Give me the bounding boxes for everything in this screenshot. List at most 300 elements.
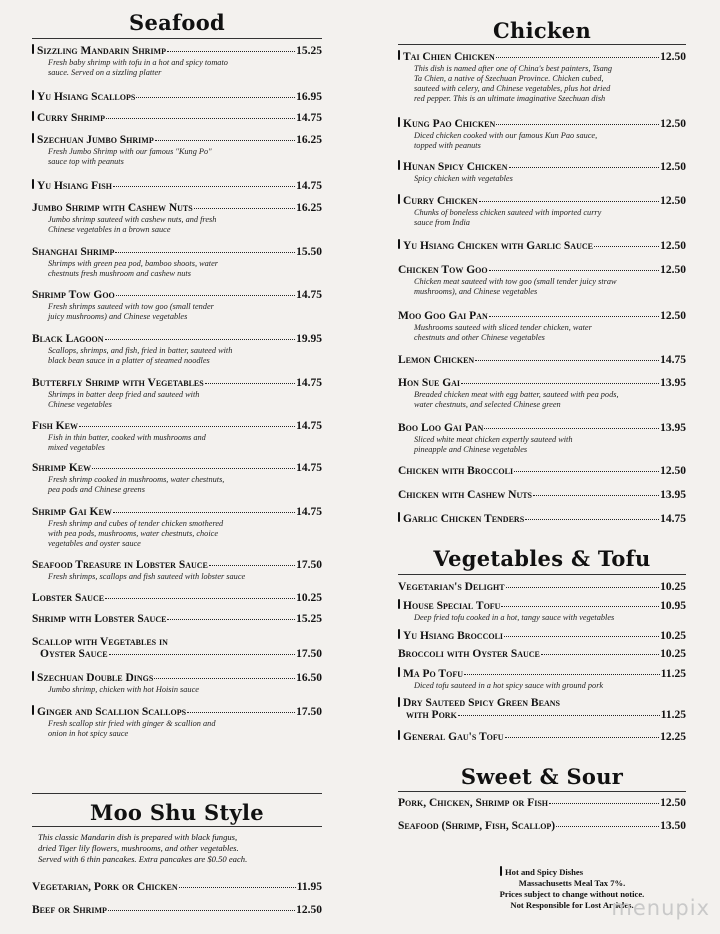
item-name: Ginger and Scallion Scallops — [37, 706, 187, 718]
item-name: Beef or Shrimp — [32, 904, 107, 916]
item-line — [398, 239, 686, 252]
description-line: vegetables and oyster sauce — [48, 539, 141, 548]
menu-item — [398, 629, 686, 642]
description-line: Ta Chien, a native of Szechuan Province. Chicken cubed, — [414, 74, 604, 83]
item-name: Jumbo Shrimp with Cashew Nuts — [32, 202, 193, 214]
item-name: Shanghai Shrimp — [32, 246, 115, 258]
menu-item — [398, 310, 686, 343]
menu-item — [398, 697, 686, 721]
item-description — [414, 208, 686, 228]
dot-leader — [105, 339, 296, 340]
menu-item — [398, 160, 686, 184]
dot-leader — [489, 270, 660, 271]
item-price: 12.50 — [660, 161, 686, 173]
moo-shu-intro-line: Served with 6 thin pancakes. Extra pancakes are $0.50 each. — [38, 854, 248, 864]
item-price: 11.95 — [296, 881, 322, 893]
menu-item — [398, 730, 686, 743]
item-name: Black Lagoon — [32, 333, 104, 345]
dot-leader — [475, 360, 659, 361]
dot-leader — [113, 512, 295, 513]
menu-item — [32, 111, 322, 124]
item-line — [32, 44, 322, 57]
price-change-note: Prices subject to change without notice. — [499, 889, 645, 899]
item-line — [32, 881, 322, 893]
item-name: Vegetarian's Delight — [398, 581, 505, 593]
menu-item — [32, 179, 322, 192]
item-line — [32, 333, 322, 345]
dot-leader — [541, 654, 659, 655]
description-line: pineapple and Chinese vegetables — [414, 445, 528, 454]
seafood-title: Seafood — [129, 10, 225, 35]
item-price: 10.25 — [296, 592, 322, 604]
dot-leader — [136, 97, 295, 98]
item-line — [32, 133, 322, 146]
menu-item — [32, 613, 322, 625]
item-name: General Gau's Tofu — [403, 731, 504, 743]
item-line — [398, 797, 686, 809]
menu-item — [32, 377, 322, 410]
item-name: Shrimp Kew — [32, 462, 92, 474]
menu-item — [32, 506, 322, 549]
item-price: 15.50 — [296, 246, 322, 258]
item-name: Moo Goo Gai Pan — [398, 310, 488, 322]
item-name: Yu Hsiang Scallops — [37, 91, 136, 103]
moo-shu-intro-line: dried Tiger lily flowers, mushrooms, and other vegetables. — [38, 843, 239, 853]
item-name: Seafood Treasure in Lobster Sauce — [32, 559, 208, 571]
menu-item — [32, 420, 322, 453]
item-name: Chicken with Cashew Nuts — [398, 489, 533, 501]
item-price: 14.75 — [296, 112, 322, 124]
item-price: 11.25 — [660, 709, 686, 721]
description-line: Shrimps in batter deep fried and sauteed with — [48, 390, 200, 399]
description-line: Jumbo shrimp sauteed with cashew nuts, and fresh — [48, 215, 217, 224]
menu-item — [398, 194, 686, 228]
item-name-text: Scallop with Vegetables in — [32, 636, 168, 648]
dot-leader — [594, 246, 659, 247]
description-line: Mushrooms sauteed with sliced tender chicken, water — [414, 323, 592, 332]
dot-leader — [113, 186, 295, 187]
item-line — [32, 179, 322, 192]
menu-item — [398, 422, 686, 455]
item-name: with Pork — [406, 709, 457, 721]
item-price: 14.75 — [296, 462, 322, 474]
hot-pepper-icon — [398, 160, 400, 170]
dot-leader — [154, 678, 295, 679]
hot-pepper-icon — [398, 194, 400, 204]
hot-pepper-icon — [398, 667, 400, 677]
menu-item — [398, 648, 686, 660]
moo-shu-rule — [32, 826, 322, 827]
dot-leader — [205, 383, 295, 384]
item-line — [398, 648, 686, 660]
item-price: 17.50 — [296, 706, 322, 718]
dot-leader — [92, 468, 295, 469]
item-line — [32, 648, 322, 660]
item-price: 12.50 — [660, 195, 686, 207]
veg-rule — [398, 574, 686, 575]
item-price: 12.50 — [660, 797, 686, 809]
item-name: Tai Chien Chicken — [403, 51, 495, 63]
menu-item — [398, 264, 686, 297]
item-price: 14.75 — [296, 180, 322, 192]
item-name: Szechuan Double Dings — [37, 672, 154, 684]
item-price: 12.50 — [660, 465, 686, 477]
item-line — [398, 667, 686, 680]
dot-leader — [167, 51, 295, 52]
item-description — [414, 681, 686, 691]
dot-leader — [105, 598, 295, 599]
description-line: This dish is named after one of China's best painters, Tsang — [414, 64, 613, 73]
dot-leader — [496, 124, 659, 125]
description-line: mixed vegetables — [48, 443, 105, 452]
description-line: Fresh shrimps, scallops and fish sauteed with lobster sauce — [48, 572, 246, 581]
item-price: 16.25 — [296, 202, 322, 214]
item-line — [32, 705, 322, 718]
item-line — [32, 289, 322, 301]
item-description — [48, 302, 322, 322]
menu-item — [398, 117, 686, 151]
item-description — [414, 390, 686, 410]
menu-item — [32, 202, 322, 235]
sweet-sour-rule — [398, 791, 686, 792]
menu-item — [32, 904, 322, 916]
description-line: Breaded chicken meat with egg batter, sauteed with pea pods, — [414, 390, 619, 399]
item-name: House Special Tofu — [403, 600, 501, 612]
description-line: sauce top with peanuts — [48, 157, 124, 166]
item-description — [414, 174, 686, 184]
item-name: Chicken with Broccoli — [398, 465, 514, 477]
hot-legend — [500, 866, 686, 878]
dot-leader — [501, 606, 659, 607]
item-line — [398, 512, 686, 525]
item-name: Hon Sue Gai — [398, 377, 461, 389]
item-name: Shrimp Gai Kew — [32, 506, 112, 518]
item-line — [398, 709, 686, 721]
menu-item — [398, 512, 686, 525]
item-name: Butterfly Shrimp with Vegetables — [32, 377, 204, 389]
item-price: 10.25 — [660, 648, 686, 660]
description-line: Fresh shrimps sauteed with tow goo (small tender — [48, 302, 214, 311]
item-line — [32, 559, 322, 571]
description-line: Fresh scallop stir fried with ginger & scallion and — [48, 719, 216, 728]
hot-pepper-icon — [32, 90, 34, 100]
description-line: Sliced white meat chicken expertly sauteed with — [414, 435, 573, 444]
hot-pepper-icon — [398, 512, 400, 522]
hot-pepper-icon — [398, 730, 400, 740]
dot-leader — [106, 118, 295, 119]
dot-leader — [179, 887, 296, 888]
hot-pepper-icon — [32, 671, 34, 681]
hot-pepper-icon — [398, 599, 400, 609]
item-line — [398, 581, 686, 593]
menu-item — [398, 50, 686, 104]
item-name: Broccoli with Oyster Sauce — [398, 648, 540, 660]
hot-pepper-icon — [32, 111, 34, 121]
description-line: Shrimps with green pea pod, bamboo shoots, water — [48, 259, 219, 268]
item-name: Vegetarian, Pork or Chicken — [32, 881, 178, 893]
dot-leader — [509, 167, 660, 168]
item-line — [398, 160, 686, 173]
menu-item — [32, 881, 322, 893]
description-line: Fresh shrimp cooked in mushrooms, water chestnuts, — [48, 475, 225, 484]
item-description — [48, 433, 322, 453]
item-price: 14.75 — [296, 420, 322, 432]
item-price: 10.25 — [660, 581, 686, 593]
left-column — [32, 0, 322, 934]
menu-item — [32, 592, 322, 604]
item-price: 12.50 — [660, 310, 686, 322]
hot-pepper-icon — [32, 133, 34, 143]
chicken-title: Chicken — [492, 18, 592, 43]
item-price: 10.95 — [660, 600, 686, 612]
hot-pepper-icon — [500, 866, 502, 876]
item-price: 13.95 — [660, 377, 686, 389]
hot-pepper-icon — [398, 239, 400, 249]
item-description — [48, 719, 322, 739]
menu-item — [32, 246, 322, 279]
description-line: topped with peanuts — [414, 141, 481, 150]
item-line — [32, 904, 322, 916]
item-line — [398, 489, 686, 501]
hot-legend-text: Hot and Spicy Dishes — [505, 867, 584, 877]
veg-title: Vegetables & Tofu — [433, 546, 651, 571]
item-price: 12.25 — [660, 731, 686, 743]
meal-tax-note: Massachusetts Meal Tax 7%. — [518, 878, 626, 888]
item-price: 13.95 — [660, 422, 686, 434]
hot-pepper-icon — [398, 629, 400, 639]
dot-leader — [167, 619, 295, 620]
menu-item — [398, 797, 686, 809]
description-line: sauce. Served on a sizzling platter — [48, 68, 162, 77]
dot-leader — [115, 252, 295, 253]
item-name: Hunan Spicy Chicken — [403, 161, 508, 173]
dot-leader — [479, 201, 659, 202]
item-name: Ma Po Tofu — [403, 668, 463, 680]
item-description — [48, 390, 322, 410]
description-line: juicy mushrooms) and Chinese vegetables — [48, 312, 188, 321]
description-line: red pepper. This is an ultimate imaginative Szechuan dish — [414, 94, 606, 103]
item-line — [398, 117, 686, 130]
item-price: 16.95 — [296, 91, 322, 103]
item-price: 12.50 — [660, 264, 686, 276]
item-description — [48, 519, 322, 549]
hot-pepper-icon — [398, 50, 400, 60]
sweet-sour-title: Sweet & Sour — [460, 764, 624, 789]
description-line: Jumbo shrimp, chicken with hot Hoisin sauce — [48, 685, 199, 694]
dot-leader — [187, 712, 295, 713]
item-line — [398, 422, 686, 434]
item-name: Pork, Chicken, Shrimp or Fish — [398, 797, 549, 809]
item-description — [414, 613, 686, 623]
menu-item — [32, 90, 322, 103]
menu-item — [32, 671, 322, 695]
item-price: 16.50 — [296, 672, 322, 684]
description-line: Fresh baby shrimp with tofu in a hot and spicy tomato — [48, 58, 228, 67]
item-name: Yu Hsiang Fish — [37, 180, 112, 192]
dot-leader — [458, 715, 660, 716]
description-line: Fresh Jumbo Shrimp with our famous "Kung Po" — [48, 147, 212, 156]
lost-articles-note: Not Responsible for Lost Articles. — [510, 900, 634, 910]
description-line: Spicy chicken with vegetables — [414, 174, 513, 183]
dot-leader — [484, 428, 659, 429]
chicken-rule — [398, 44, 686, 45]
menu-item — [32, 636, 322, 660]
item-price: 17.50 — [296, 648, 322, 660]
dot-leader — [464, 674, 660, 675]
description-line: sauteed with celery, and Chinese vegetables, plus hot dried — [414, 84, 611, 93]
description-line: Scallops, shrimps, and fish, fried in batter, sauteed with — [48, 346, 233, 355]
description-line: onion in hot spicy sauce — [48, 729, 129, 738]
description-line: Deep fried tofu cooked in a hot, tangy sauce with vegetables — [414, 613, 615, 622]
moo-shu-top-rule — [32, 793, 322, 794]
description-line: Chinese vegetables — [48, 400, 112, 409]
moo-shu-intro-line: This classic Mandarin dish is prepared with black fungus, — [38, 832, 238, 842]
dot-leader — [79, 426, 295, 427]
item-description — [414, 131, 686, 151]
item-name: Kung Pao Chicken — [403, 118, 496, 130]
item-line — [398, 50, 686, 63]
watermark: menupix — [611, 896, 710, 920]
item-description — [48, 346, 322, 366]
item-name: Chicken Tow Goo — [398, 264, 488, 276]
item-price: 11.25 — [660, 668, 686, 680]
item-price: 13.95 — [660, 489, 686, 501]
item-line — [32, 420, 322, 432]
item-name: Shrimp Tow Goo — [32, 289, 115, 301]
menu-item — [32, 133, 322, 167]
item-price: 14.75 — [660, 354, 686, 366]
moo-shu-title: Moo Shu Style — [90, 800, 264, 825]
item-name: Shrimp with Lobster Sauce — [32, 613, 167, 625]
menu-item — [32, 289, 322, 322]
item-line — [398, 354, 686, 366]
description-line: water chestnuts, and selected Chinese green — [414, 400, 561, 409]
item-name: Yu Hsiang Broccoli — [403, 630, 504, 642]
menu-item — [32, 333, 322, 366]
description-line: chestnuts fresh mushroom and cashew nuts — [48, 269, 191, 278]
item-name: Curry Chicken — [403, 195, 478, 207]
dot-leader — [505, 737, 660, 738]
dot-leader — [533, 495, 659, 496]
item-line — [398, 629, 686, 642]
seafood-rule — [32, 38, 322, 39]
description-line: Chicken meat sauteed with tow goo (small tender juicy straw — [414, 277, 617, 286]
item-line — [398, 310, 686, 322]
item-line — [398, 465, 686, 477]
dot-leader — [194, 208, 295, 209]
item-line — [398, 730, 686, 743]
item-name: Curry Shrimp — [37, 112, 105, 124]
item-price: 17.50 — [296, 559, 322, 571]
hot-pepper-icon — [32, 179, 34, 189]
item-description — [48, 58, 322, 78]
item-price: 19.95 — [296, 333, 322, 345]
item-line — [32, 462, 322, 474]
description-line: black bean sauce in a platter of steamed noodles — [48, 356, 210, 365]
menu-item — [32, 44, 322, 78]
description-line: Fresh shrimp and cubes of tender chicken smothered — [48, 519, 224, 528]
dot-leader — [155, 140, 295, 141]
hot-pepper-icon — [32, 705, 34, 715]
dot-leader — [496, 57, 659, 58]
item-name: Lobster Sauce — [32, 592, 105, 604]
item-description — [414, 323, 686, 343]
item-name: Boo Loo Gai Pan — [398, 422, 484, 434]
item-line — [398, 820, 686, 832]
menu-item — [398, 581, 686, 593]
description-line: Diced chicken cooked with our famous Kun Pao sauce, — [414, 131, 598, 140]
item-name: Yu Hsiang Chicken with Garlic Sauce — [403, 240, 593, 252]
item-price: 15.25 — [296, 45, 322, 57]
description-line: pea pods and Chinese greens — [48, 485, 145, 494]
item-description — [48, 572, 322, 582]
item-line — [398, 599, 686, 612]
item-name — [398, 697, 686, 709]
menu-item — [398, 489, 686, 501]
item-name: Lemon Chicken — [398, 354, 475, 366]
item-name: Szechuan Jumbo Shrimp — [37, 134, 154, 146]
item-price: 14.75 — [660, 513, 686, 525]
dot-leader — [209, 565, 295, 566]
item-line — [32, 506, 322, 518]
item-name: Seafood (Shrimp, Fish, Scallop) — [398, 820, 556, 832]
item-price: 14.75 — [296, 377, 322, 389]
dot-leader — [556, 826, 659, 827]
item-line — [32, 111, 322, 124]
item-line — [398, 377, 686, 389]
hot-pepper-icon — [398, 697, 400, 707]
hot-pepper-icon — [398, 117, 400, 127]
item-price: 12.50 — [296, 904, 322, 916]
item-price: 12.50 — [660, 118, 686, 130]
item-name: Garlic Chicken Tenders — [403, 513, 525, 525]
item-price: 12.50 — [660, 240, 686, 252]
dot-leader — [549, 803, 659, 804]
item-description — [414, 64, 686, 104]
menu-item — [398, 667, 686, 691]
item-description — [414, 435, 686, 455]
dot-leader — [525, 519, 659, 520]
dot-leader — [489, 316, 659, 317]
menu-item — [32, 705, 322, 739]
menu-item — [398, 239, 686, 252]
item-price: 16.25 — [296, 134, 322, 146]
item-description — [48, 147, 322, 167]
item-price: 12.50 — [660, 51, 686, 63]
menu-item — [398, 465, 686, 477]
item-line — [32, 671, 322, 684]
description-line: sauce from India — [414, 218, 470, 227]
description-line: Fish in thin batter, cooked with mushrooms and — [48, 433, 206, 442]
item-line — [398, 194, 686, 207]
item-description — [48, 259, 322, 279]
item-line — [32, 246, 322, 258]
item-price: 14.75 — [296, 506, 322, 518]
description-line: with pea pods, mushrooms, water chestnuts, choice — [48, 529, 218, 538]
dot-leader — [108, 910, 295, 911]
menu-item — [398, 820, 686, 832]
item-name: Oyster Sauce — [40, 648, 108, 660]
moo-shu-intro — [38, 832, 322, 865]
item-line — [32, 613, 322, 625]
menu-item — [32, 559, 322, 582]
item-description — [48, 685, 322, 695]
item-description — [48, 215, 322, 235]
dot-leader — [116, 295, 295, 296]
item-price: 13.50 — [660, 820, 686, 832]
item-line — [32, 202, 322, 214]
item-description — [414, 277, 686, 297]
